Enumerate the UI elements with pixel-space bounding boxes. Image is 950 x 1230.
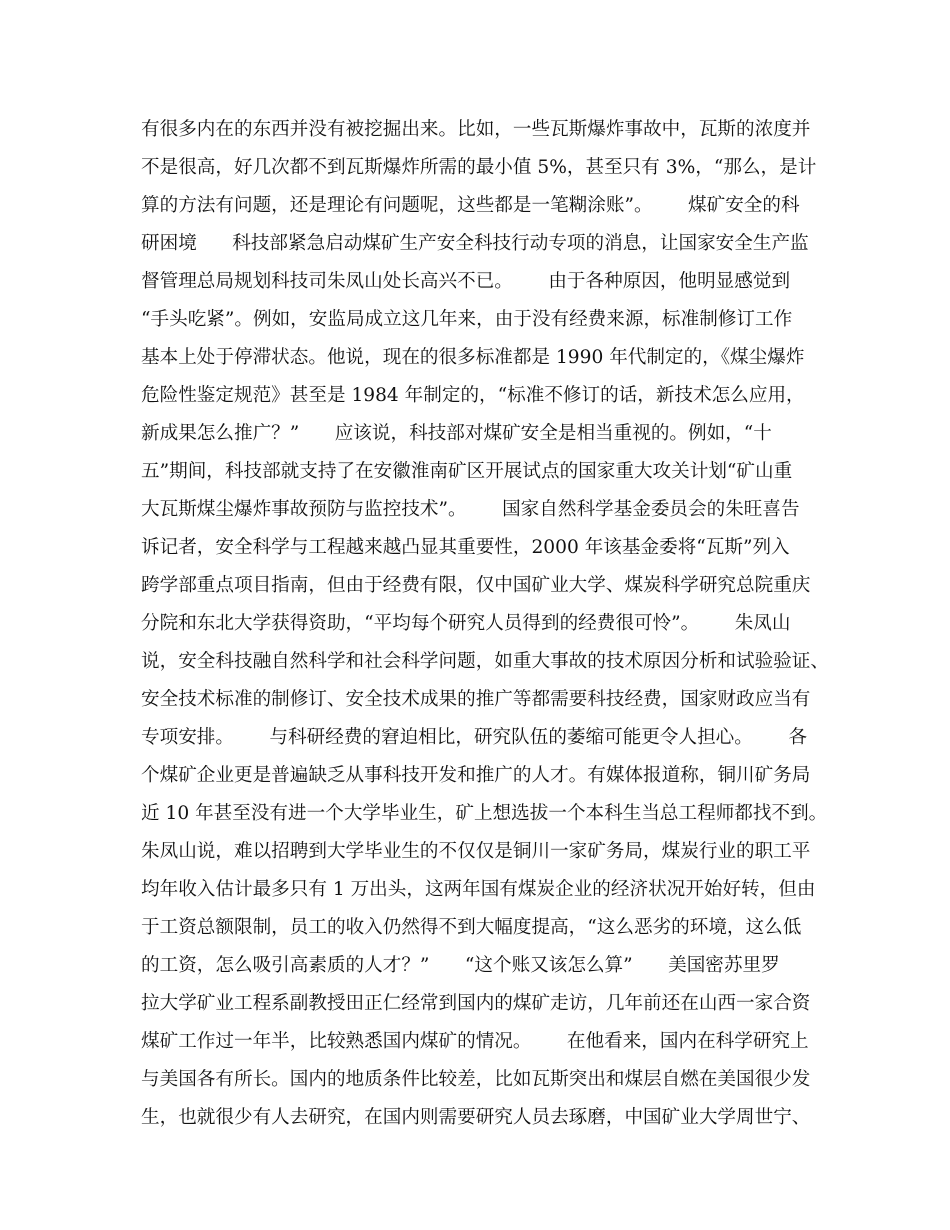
text-line: 生，也就很少有人去研究，在国内则需要研究人员去琢磨，中国矿业大学周世宁、 (141, 1107, 811, 1128)
text-line: 研困境 科技部紧急启动煤矿生产安全科技行动专项的消息，让国家安全生产监 (141, 233, 809, 254)
text-line: 说，安全科技融自然科学和社会科学问题，如重大事故的技术原因分析和试验验证、 (141, 651, 829, 672)
text-line: 的工资，怎么吸引高素质的人才？” “这个账又该怎么算” 美国密苏里罗 (141, 955, 780, 976)
text-line: 朱凤山说，难以招聘到大学毕业生的不仅仅是铜川一家矿务局，煤炭行业的职工平 (141, 841, 811, 862)
text-line: 煤矿工作过一年半，比较熟悉国内煤矿的情况。 在他看来，国内在科学研究上 (141, 1031, 809, 1052)
text-line: 个煤矿企业更是普遍缺乏从事科技开发和推广的人才。有媒体报道称，铜川矿务局 (141, 765, 811, 786)
text-line: 五”期间，科技部就支持了在安徽淮南矿区开展试点的国家重大攻关计划“矿山重 (141, 461, 793, 482)
body-text (141, 111, 831, 1137)
text-line: 危险性鉴定规范》甚至是 1984 年制定的，“标准不修订的话，新技术怎么应用， (141, 385, 805, 406)
text-line: 专项安排。 与科研经费的窘迫相比，研究队伍的萎缩可能更令人担心。 各 (141, 727, 807, 748)
text-line: 安全技术标准的制修订、安全技术成果的推广等都需要科技经费，国家财政应当有 (141, 689, 811, 710)
text-line: 于工资总额限制，员工的收入仍然得不到大幅度提高，“这么恶劣的环境，这么低 (141, 917, 802, 938)
text-line: 均年收入估计最多只有 1 万出头，这两年国有煤炭企业的经济状况开始好转，但由 (141, 879, 816, 900)
text-line: 新成果怎么推广？” 应该说，科技部对煤矿安全是相当重视的。例如，“十 (141, 423, 772, 444)
text-line: 算的方法有问题，还是理论有问题呢，这些都是一笔糊涂账”。 煤矿安全的科 (141, 195, 800, 216)
text-line: 大瓦斯煤尘爆炸事故预防与监控技术”。 国家自然科学基金委员会的朱旺喜告 (141, 499, 800, 520)
text-line: 有很多内在的东西并没有被挖掘出来。比如，一些瓦斯爆炸事故中，瓦斯的浓度并 (141, 119, 811, 140)
text-line: 近 10 年甚至没有进一个大学毕业生，矿上想选拔一个本科生当总工程师都找不到。 (141, 803, 828, 824)
text-line: 基本上处于停滞状态。他说，现在的很多标准都是 1990 年代制定的，《煤尘爆炸 (141, 347, 805, 368)
text-line: 不是很高，好几次都不到瓦斯爆炸所需的最小值 5%，甚至只有 3%，“那么，是计 (141, 157, 817, 178)
text-line: 与美国各有所长。国内的地质条件比较差，比如瓦斯突出和煤层自燃在美国很少发 (141, 1069, 811, 1090)
text-line: 督管理总局规划科技司朱凤山处长高兴不已。 由于各种原因，他明显感觉到 (141, 271, 791, 292)
text-line: 跨学部重点项目指南，但由于经费有限，仅中国矿业大学、煤炭科学研究总院重庆 (141, 575, 811, 596)
text-line: 拉大学矿业工程系副教授田正仁经常到国内的煤矿走访，几年前还在山西一家合资 (141, 993, 811, 1014)
text-line: 分院和东北大学获得资助，“平均每个研究人员得到的经费很可怜”。 朱凤山 (141, 613, 791, 634)
text-line: 诉记者，安全科学与工程越来越凸显其重要性，2000 年该基金委将“瓦斯”列入 (141, 537, 790, 558)
text-line: “手头吃紧”。例如，安监局成立这几年来，由于没有经费来源，标准制修订工作 (141, 309, 793, 330)
